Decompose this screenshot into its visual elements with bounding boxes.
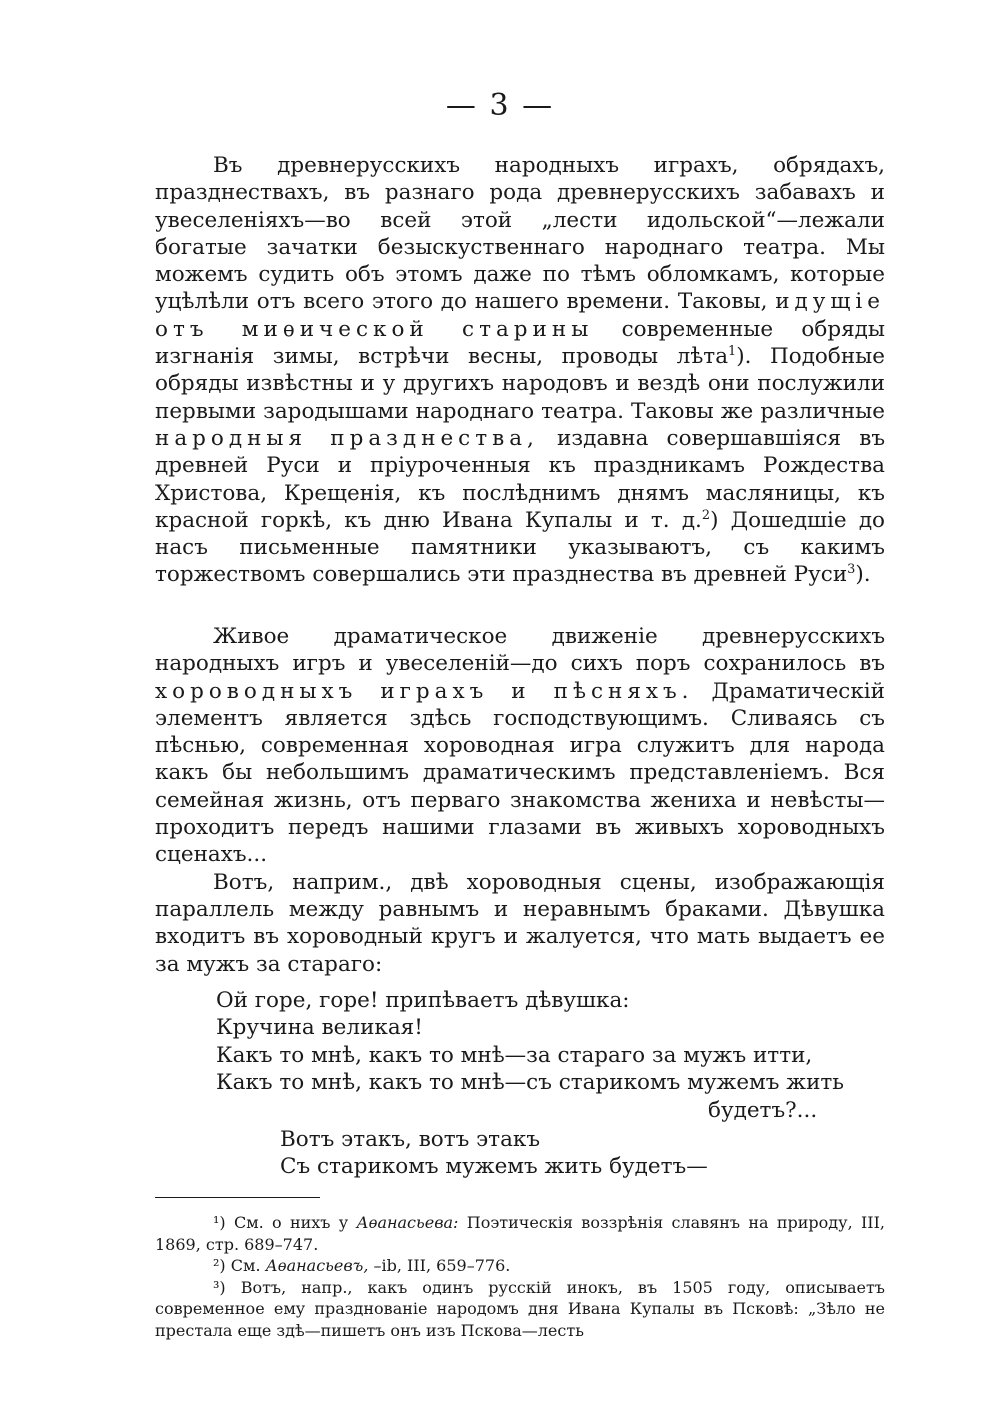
poem-line: Кручина великая! bbox=[216, 1015, 423, 1040]
page-number: — 3 — bbox=[445, 88, 555, 123]
footnote-ref-1: 1 bbox=[728, 343, 737, 359]
footnote-ref-2: 2 bbox=[701, 507, 711, 523]
poem-line: Съ старикомъ мужемъ жить будетъ— bbox=[280, 1154, 708, 1179]
poem-line: Какъ то мнѣ, какъ то мнѣ—за стараго за мужъ итти, bbox=[216, 1043, 813, 1068]
poem-line: будетъ?... bbox=[708, 1098, 818, 1123]
footnote-3: ³) Вотъ, напр., какъ одинъ русскій инокъ, въ 1505 году, описываетъ современное ему празднованіе народомъ дня Ивана Купалы въ Псковѣ: „Зѣло не престала еще здѣ—пишетъ онъ изъ Пскова—лесть bbox=[155, 1277, 885, 1340]
body-text-section-2 bbox=[155, 623, 885, 978]
paragraph-folk-rites: Въ древнерусскихъ народныхъ играхъ, обрядахъ, празднествахъ, въ разнаго рода древнерусскихъ забавахъ и увеселеніяхъ—во всей этой „лести идольской“—лежали богатые зачатки безыскуственнаго народнаго театра. Мы можемъ судить объ этомъ даже по тѣмъ обломкамъ, которые уцѣлѣли отъ всего этого до нашего времени. Таковы, идущіе отъ миѳической старины современные обряды изгнанія зимы, встрѣчи весны, проводы лѣта$^1$). Подобные обряды извѣстны и у другихъ народовъ и вездѣ они послужили первыми зародышами народнаго театра. Таковы же различные народныя празднества, издавна совершавшіяся въ древней Руси и пріуроченныя къ праздникамъ Рождества Христова, Крещенія, къ послѣднимъ днямъ масляницы, къ красной горкѣ, къ дню Ивана Купалы и т. д.$^2$) Дошедшіе до насъ письменные памятники указываютъ, съ какимъ торжествомъ совершались эти празднества въ древней Руси$^3$). bbox=[155, 153, 886, 588]
body-text-section-1 bbox=[155, 152, 885, 589]
poem-line: Ой горе, горе! припѣваетъ дѣвушка: bbox=[216, 988, 630, 1013]
footnotes bbox=[155, 1212, 885, 1341]
paragraph-round-dances: Живое драматическое движеніе древнерусскихъ народныхъ игръ и увеселеній—до сихъ поръ сохранилось въ хороводныхъ играхъ и пѣсняхъ. Драматическій элементъ является здѣсь господствующимъ. Сливаясь съ пѣснью, современная хороводная игра служитъ для народа какъ бы небольшимъ драматическимъ представленіемъ. Вся семейная жизнь, отъ перваго знакомства жениха и невѣсты—проходитъ передъ нашими глазами въ живыхъ хороводныхъ сценахъ... bbox=[155, 624, 885, 868]
footnote-2: ²) См. Аѳанасьевъ, –ib, III, 659–776. bbox=[213, 1256, 511, 1275]
poem-line: Какъ то мнѣ, какъ то мнѣ—съ старикомъ мужемъ жить bbox=[216, 1070, 845, 1095]
spaced-emphasis: хороводныхъ играхъ и пѣсняхъ. bbox=[155, 678, 694, 704]
paragraph-scenes: Вотъ, наприм., двѣ хороводныя сцены, изображающія параллель между равнымъ и неравнымъ браками. Дѣвушка входитъ въ хороводный кругъ и жалуется, что мать выдаетъ ее за мужъ за стараго: bbox=[155, 869, 885, 977]
footnote-ref-3: 3 bbox=[847, 562, 856, 578]
footnote-1: ¹) См. о нихъ у Аѳанасьева: Поэтическія воззрѣнія славянъ на природу, III, 1869, стр. 689–747. bbox=[155, 1213, 885, 1254]
poem-line: Вотъ этакъ, вотъ этакъ bbox=[280, 1127, 541, 1152]
spaced-emphasis: народныя празднества, bbox=[155, 425, 539, 451]
footnote-divider bbox=[155, 1197, 320, 1198]
spaced-emphasis: идущіе отъ миѳической старины bbox=[155, 289, 885, 342]
